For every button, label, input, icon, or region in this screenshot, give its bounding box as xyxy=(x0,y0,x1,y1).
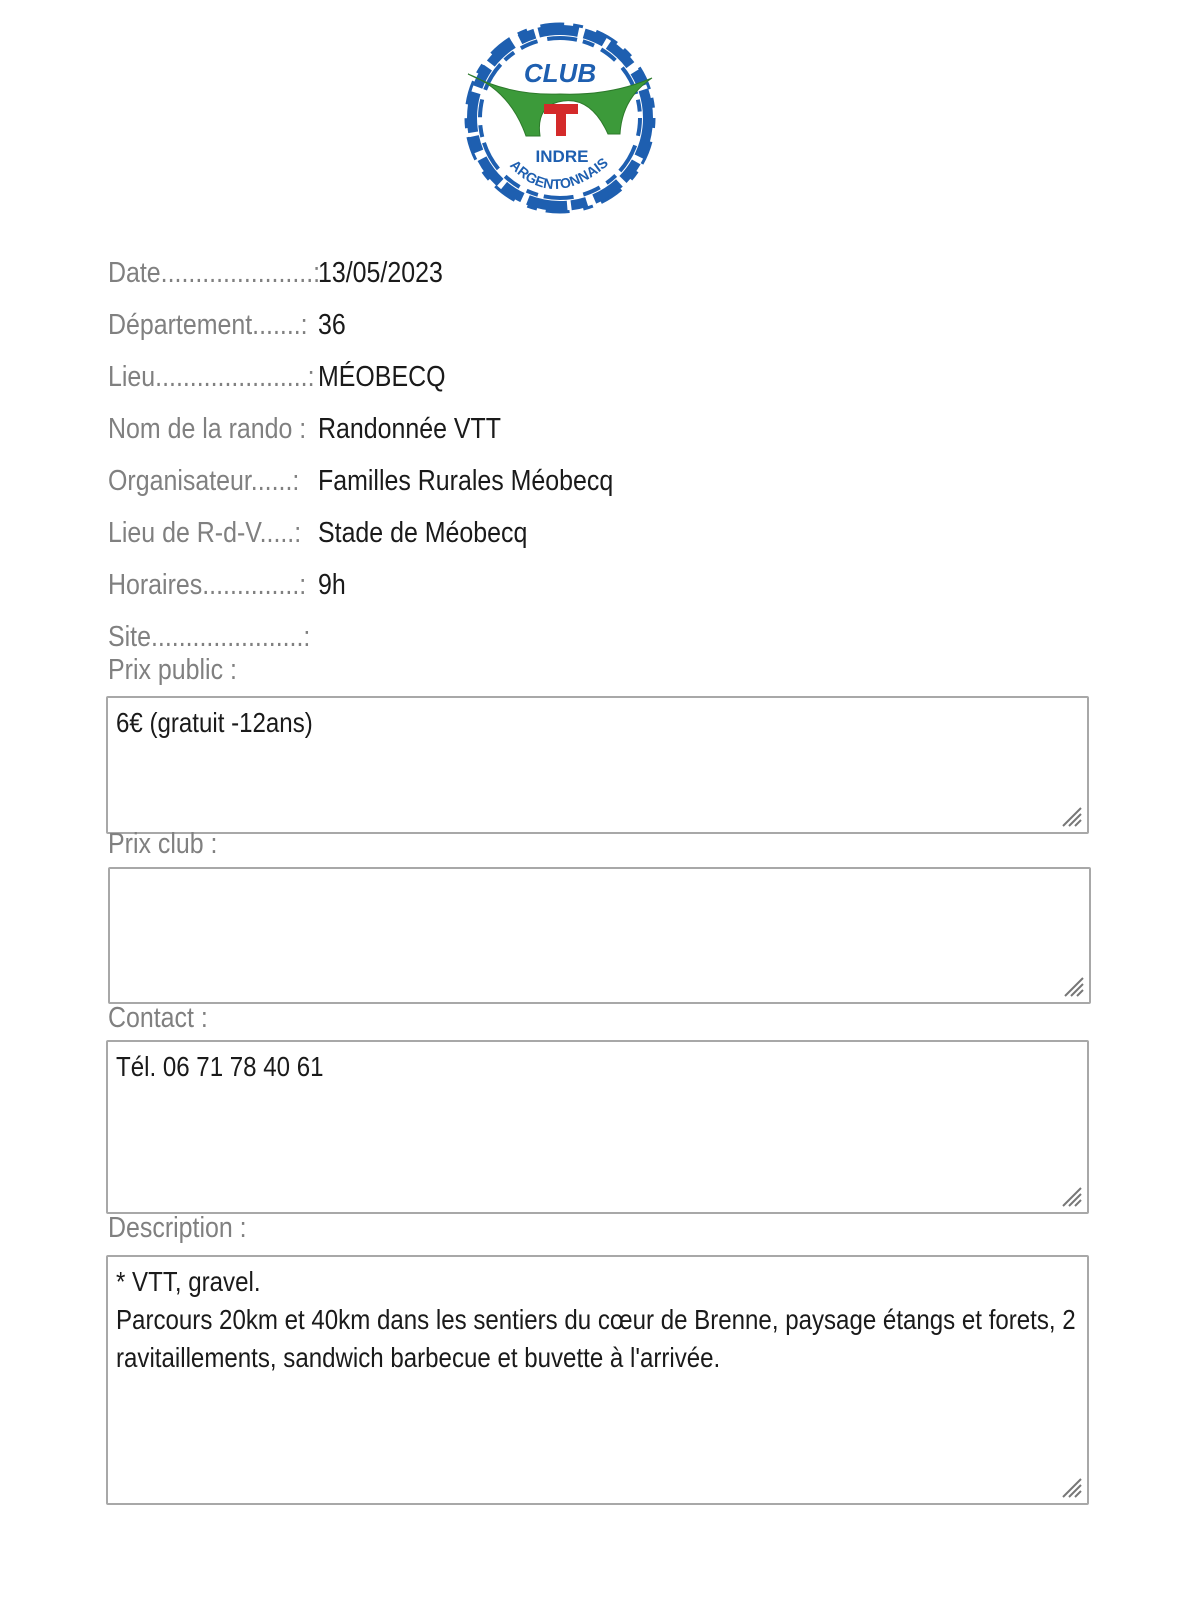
nom-rando-value: Randonnée VTT xyxy=(318,413,502,445)
lieu-rdv-value: Stade de Méobecq xyxy=(318,517,528,549)
resize-grip-icon[interactable] xyxy=(1055,1180,1083,1208)
logo-club-text: CLUB xyxy=(523,58,597,88)
logo-indre-text: INDRE xyxy=(535,147,589,166)
contact-value: Tél. 06 71 78 40 61 xyxy=(116,1051,324,1082)
info-row-nom-rando xyxy=(108,411,1108,463)
info-row-organisateur xyxy=(108,463,1108,515)
departement-label: Département.......: xyxy=(108,309,308,341)
prix-club-textarea[interactable] xyxy=(108,867,1091,1004)
prix-club-label: Prix club : xyxy=(108,828,218,860)
club-logo xyxy=(440,4,680,234)
prix-public-value: 6€ (gratuit -12ans) xyxy=(116,707,313,738)
info-row-departement xyxy=(108,307,1108,359)
info-row-lieu-rdv xyxy=(108,515,1108,567)
contact-textarea[interactable] xyxy=(106,1040,1089,1214)
site-label: Site......................: xyxy=(108,621,311,653)
resize-grip-icon[interactable] xyxy=(1055,1471,1083,1499)
info-row-horaires xyxy=(108,567,1108,619)
horaires-value: 9h xyxy=(318,569,346,601)
lieu-value: MÉOBECQ xyxy=(318,361,446,393)
event-info xyxy=(108,255,1108,671)
organisateur-label: Organisateur......: xyxy=(108,465,300,497)
lieu-rdv-label: Lieu de R-d-V.....: xyxy=(108,517,302,549)
description-value: * VTT, gravel. Parcours 20km et 40km dans les sentiers du cœur de Brenne, paysage étangs et forets, 2 ravitaillements, sandwich barbecue et buvette à l'arrivée. xyxy=(116,1266,1076,1373)
date-label: Date......................: xyxy=(108,257,321,289)
info-row-date xyxy=(108,255,1108,307)
lieu-label: Lieu......................: xyxy=(108,361,315,393)
info-row-lieu xyxy=(108,359,1108,411)
departement-value: 36 xyxy=(318,309,346,341)
nom-rando-label: Nom de la rando : xyxy=(108,413,307,445)
resize-grip-icon[interactable] xyxy=(1057,970,1085,998)
organisateur-value: Familles Rurales Méobecq xyxy=(318,465,614,497)
prix-public-textarea[interactable] xyxy=(106,696,1089,834)
date-value: 13/05/2023 xyxy=(318,257,443,289)
description-textarea[interactable] xyxy=(106,1255,1089,1505)
info-row-site xyxy=(108,619,1108,671)
resize-grip-icon[interactable] xyxy=(1055,800,1083,828)
prix-public-label: Prix public : xyxy=(108,654,237,686)
contact-label: Contact : xyxy=(108,1002,208,1034)
horaires-label: Horaires..............: xyxy=(108,569,307,601)
description-label: Description : xyxy=(108,1212,247,1244)
logo-argentonnais-text: ARGENTONNAIS xyxy=(507,154,611,193)
